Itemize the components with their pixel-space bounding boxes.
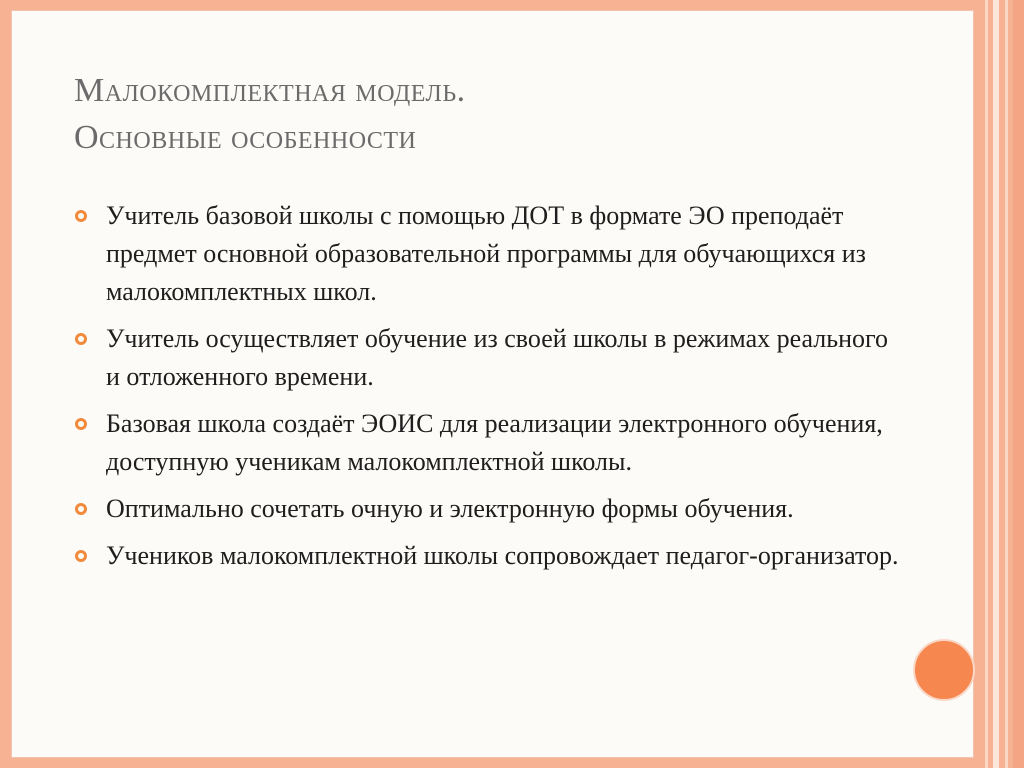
orange-ring-icon bbox=[75, 503, 87, 515]
bullet-list bbox=[74, 197, 904, 584]
bullet-item-3 bbox=[74, 405, 904, 481]
decorative-stripe bbox=[985, 0, 988, 768]
bullet-text-3: Базовая школа создаёт ЭОИС для реализации электронного обучения, доступную ученикам малокомплектной школы. bbox=[106, 409, 883, 476]
bullet-item-4 bbox=[74, 490, 904, 528]
bullet-item-1 bbox=[74, 197, 904, 311]
slide-content-panel bbox=[11, 10, 974, 758]
bullet-item-2 bbox=[74, 320, 904, 396]
bullet-text-2: Учитель осуществляет обучение из своей школы в режимах реального и отложенного времени. bbox=[106, 324, 889, 391]
orange-circle-icon bbox=[913, 639, 975, 701]
decorative-stripe bbox=[1005, 0, 1008, 768]
bullet-text-5: Учеников малокомплектной школы сопровождает педагог-организатор. bbox=[106, 541, 899, 570]
decorative-stripe bbox=[1013, 0, 1024, 768]
slide-title-line-1: Малокомплектная модель. bbox=[74, 72, 466, 109]
slide-title-line-2: Основные особенности bbox=[74, 119, 417, 156]
slide-title bbox=[74, 67, 934, 161]
decorative-stripe bbox=[993, 0, 999, 768]
orange-ring-icon bbox=[75, 210, 87, 222]
orange-ring-icon bbox=[75, 333, 87, 345]
bullet-text-4: Оптимально сочетать очную и электронную формы обучения. bbox=[106, 494, 794, 523]
bullet-text-1: Учитель базовой школы с помощью ДОТ в формате ЭО преподаёт предмет основной образовательной программы для обучающихся из малокомплектных школ. bbox=[106, 201, 866, 306]
orange-ring-icon bbox=[75, 418, 87, 430]
bullet-item-5 bbox=[74, 537, 904, 575]
orange-ring-icon bbox=[75, 550, 87, 562]
